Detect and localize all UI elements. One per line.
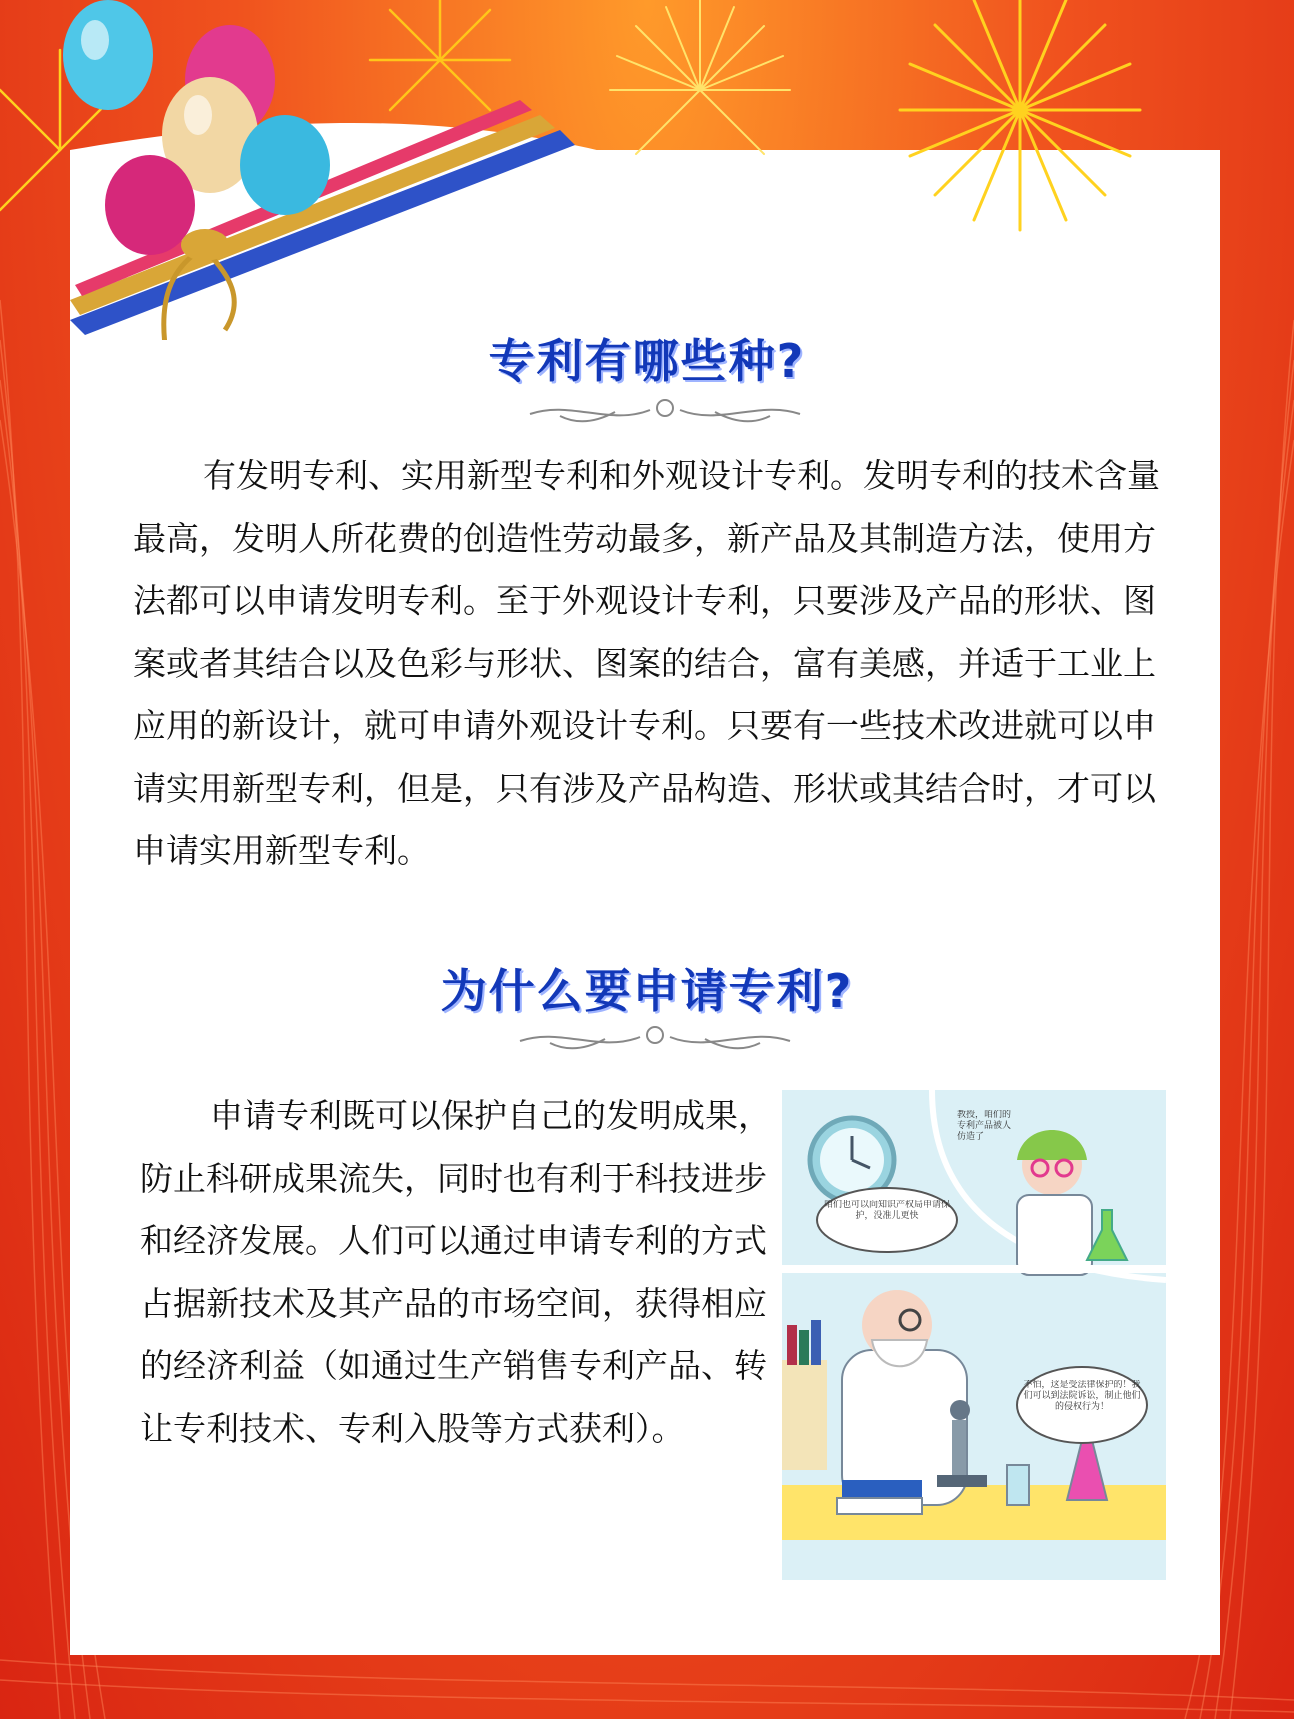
divider-ornament (510, 1017, 800, 1057)
section-2-body (140, 1085, 780, 1460)
section-2-body-text: 申请专利既可以保护自己的发明成果，防止科研成果流失，同时也有利于科技进步和经济发展。人们可以通过申请专利的方式占据新技术及其产品的市场空间，获得相应的经济利益（如通过生产销售专利产品、转让专利技术、专利入股等方式获利）。 (140, 1096, 771, 1448)
professor-cartoon-illustration (782, 1090, 1166, 1580)
section-1-body (133, 445, 1168, 883)
section-1-title: 专利有哪些种? (488, 334, 806, 388)
divider-ornament (520, 390, 810, 430)
header-decoration (0, 0, 1294, 340)
assistant-character (1017, 1130, 1092, 1275)
section-2-title: 为什么要申请专利? (440, 964, 854, 1018)
speech-bubble-text: 教授，咱们的专利产品被人仿造了 (957, 1110, 1012, 1142)
speech-bubble-text: 不怕，这是受法律保护的！我们可以到法院诉讼，制止他们的侵权行为！ (1023, 1380, 1141, 1412)
section-1-body-text: 有发明专利、实用新型专利和外观设计专利。发明专利的技术含量最高，发明人所花费的创造性劳动最多，新产品及其制造方法，使用方法都可以申请发明专利。至于外观设计专利，只要涉及产品的形状、图案或者其结合以及色彩与形状、图案的结合，富有美感，并适于工业上应用的新设计，就可申请外观设计专利。只要有一些技术改进就可以申请实用新型专利，但是，只有涉及产品构造、形状或其结合时，才可以申请实用新型专利。 (133, 456, 1160, 870)
speech-bubble-text: 咱们也可以向知识产权局申请保护，没准儿更快 (823, 1200, 950, 1221)
